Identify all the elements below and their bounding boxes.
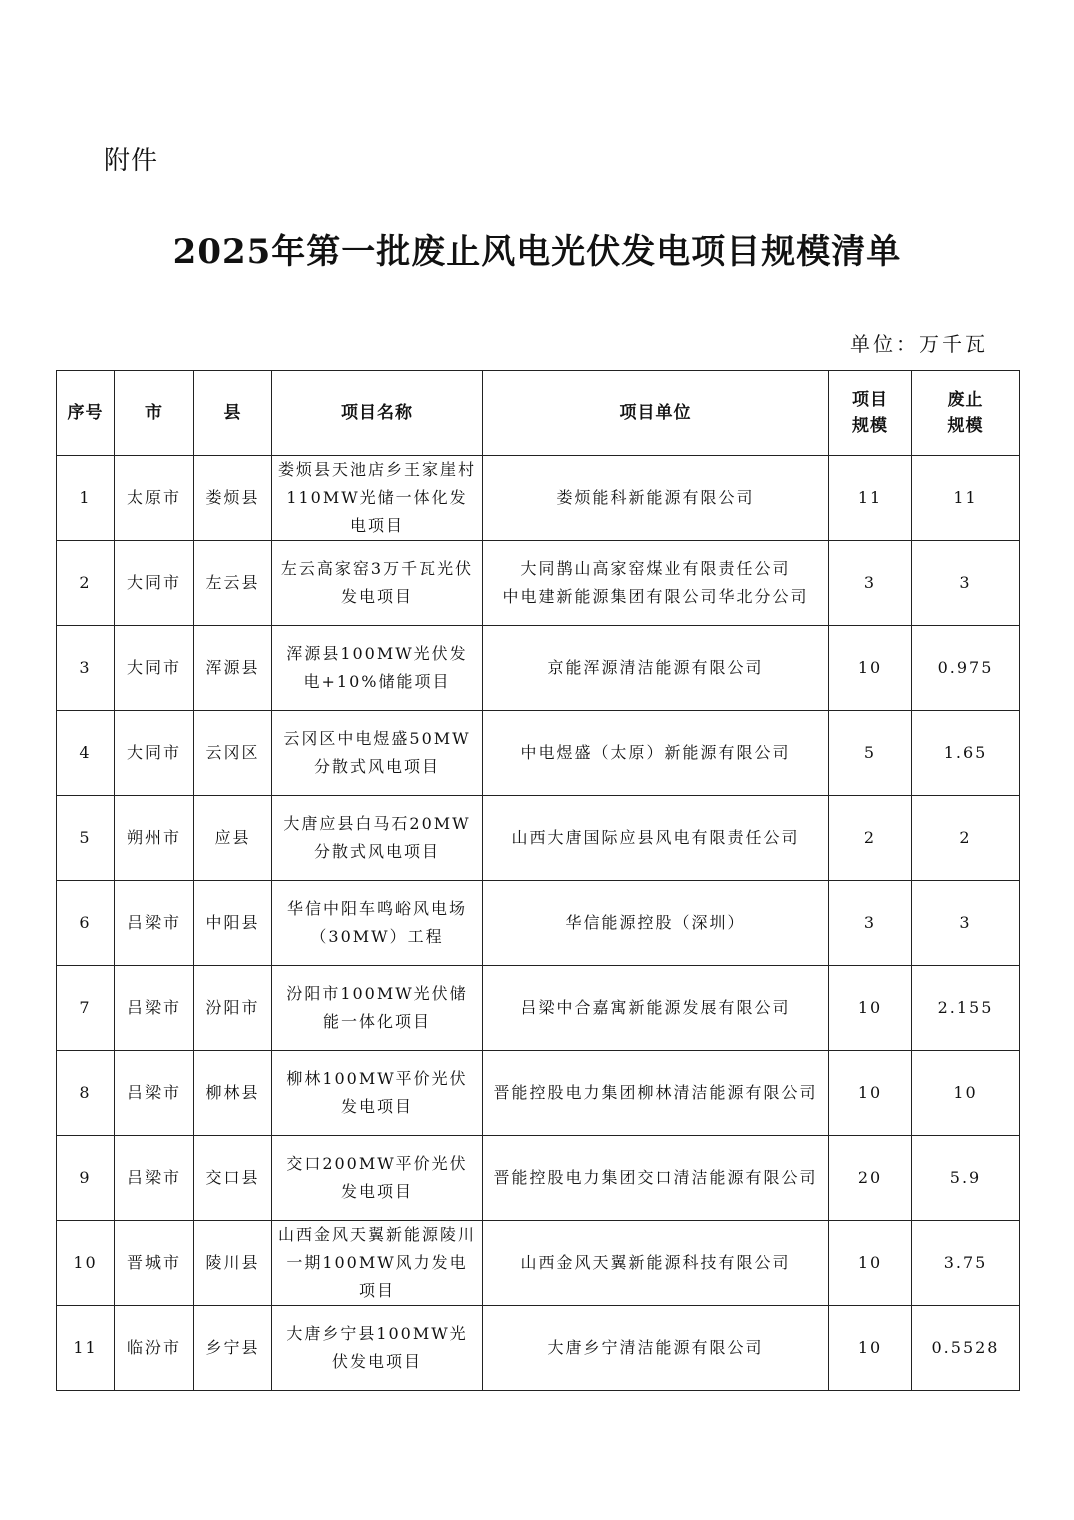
cell-county: 汾阳市 <box>194 966 272 1051</box>
cell-project-scale: 3 <box>829 881 912 966</box>
cell-project-name: 柳林100MW平价光伏发电项目 <box>272 1051 483 1136</box>
cell-city: 晋城市 <box>115 1221 194 1306</box>
cell-project-unit: 京能浑源清洁能源有限公司 <box>483 626 829 711</box>
cell-abolished-scale: 2 <box>912 796 1020 881</box>
cell-index: 7 <box>57 966 115 1051</box>
table-row <box>57 796 1020 881</box>
cell-index: 11 <box>57 1306 115 1391</box>
cell-abolished-scale: 1.65 <box>912 711 1020 796</box>
cell-project-name: 交口200MW平价光伏发电项目 <box>272 1136 483 1221</box>
cell-city: 吕梁市 <box>115 1136 194 1221</box>
cell-city: 吕梁市 <box>115 1051 194 1136</box>
cell-project-unit: 山西大唐国际应县风电有限责任公司 <box>483 796 829 881</box>
cell-project-name: 大唐乡宁县100MW光伏发电项目 <box>272 1306 483 1391</box>
cell-county: 乡宁县 <box>194 1306 272 1391</box>
cell-project-scale: 11 <box>829 456 912 541</box>
cell-city: 吕梁市 <box>115 966 194 1051</box>
document-title: 2025年第一批废止风电光伏发电项目规模清单 <box>172 232 902 272</box>
cell-project-scale: 5 <box>829 711 912 796</box>
cell-index: 10 <box>57 1221 115 1306</box>
cell-project-name: 左云高家窑3万千瓦光伏发电项目 <box>272 541 483 626</box>
cell-city: 朔州市 <box>115 796 194 881</box>
header-county: 县 <box>194 371 272 456</box>
cell-project-unit: 大同鹊山高家窑煤业有限责任公司 中电建新能源集团有限公司华北分公司 <box>483 541 829 626</box>
cell-project-unit: 晋能控股电力集团交口清洁能源有限公司 <box>483 1136 829 1221</box>
cell-city: 大同市 <box>115 541 194 626</box>
cell-project-scale: 2 <box>829 796 912 881</box>
cell-abolished-scale: 0.975 <box>912 626 1020 711</box>
cell-index: 1 <box>57 456 115 541</box>
cell-project-unit: 晋能控股电力集团柳林清洁能源有限公司 <box>483 1051 829 1136</box>
cell-project-scale: 10 <box>829 966 912 1051</box>
cell-county: 左云县 <box>194 541 272 626</box>
cell-city: 大同市 <box>115 711 194 796</box>
cell-project-unit: 大唐乡宁清洁能源有限公司 <box>483 1306 829 1391</box>
unit-note: 单位：万千瓦 <box>850 332 988 356</box>
cell-project-name: 汾阳市100MW光伏储能一体化项目 <box>272 966 483 1051</box>
attachment-label: 附件 <box>104 146 159 176</box>
cell-abolished-scale: 3 <box>912 881 1020 966</box>
table-row <box>57 456 1020 541</box>
cell-project-unit: 华信能源控股（深圳） <box>483 881 829 966</box>
table-row <box>57 1136 1020 1221</box>
cell-project-unit: 山西金风天翼新能源科技有限公司 <box>483 1221 829 1306</box>
cell-abolished-scale: 2.155 <box>912 966 1020 1051</box>
table-row <box>57 541 1020 626</box>
header-city: 市 <box>115 371 194 456</box>
header-project-unit: 项目单位 <box>483 371 829 456</box>
cell-city: 太原市 <box>115 456 194 541</box>
cell-project-unit: 中电煜盛（太原）新能源有限公司 <box>483 711 829 796</box>
table-header-row <box>57 371 1020 456</box>
cell-project-scale: 20 <box>829 1136 912 1221</box>
cell-city: 大同市 <box>115 626 194 711</box>
cell-project-name: 华信中阳车鸣峪风电场（30MW）工程 <box>272 881 483 966</box>
cell-index: 6 <box>57 881 115 966</box>
cell-index: 5 <box>57 796 115 881</box>
cell-abolished-scale: 3 <box>912 541 1020 626</box>
cell-index: 3 <box>57 626 115 711</box>
cell-index: 8 <box>57 1051 115 1136</box>
cell-county: 中阳县 <box>194 881 272 966</box>
cell-county: 柳林县 <box>194 1051 272 1136</box>
cell-abolished-scale: 10 <box>912 1051 1020 1136</box>
project-table <box>56 370 1020 1391</box>
table-row <box>57 1306 1020 1391</box>
header-index: 序号 <box>57 371 115 456</box>
cell-abolished-scale: 11 <box>912 456 1020 541</box>
cell-county: 浑源县 <box>194 626 272 711</box>
cell-county: 陵川县 <box>194 1221 272 1306</box>
cell-county: 云冈区 <box>194 711 272 796</box>
cell-project-scale: 10 <box>829 626 912 711</box>
header-abolished-scale: 废止规模 <box>912 371 1020 456</box>
table-row <box>57 711 1020 796</box>
cell-project-scale: 10 <box>829 1051 912 1136</box>
table-row <box>57 1051 1020 1136</box>
cell-project-name: 云冈区中电煜盛50MW分散式风电项目 <box>272 711 483 796</box>
header-project-name: 项目名称 <box>272 371 483 456</box>
cell-project-name: 娄烦县天池店乡王家崖村110MW光储一体化发电项目 <box>272 456 483 541</box>
cell-project-scale: 10 <box>829 1306 912 1391</box>
cell-abolished-scale: 3.75 <box>912 1221 1020 1306</box>
cell-city: 临汾市 <box>115 1306 194 1391</box>
cell-index: 9 <box>57 1136 115 1221</box>
cell-county: 交口县 <box>194 1136 272 1221</box>
table-row <box>57 966 1020 1051</box>
cell-project-unit: 娄烦能科新能源有限公司 <box>483 456 829 541</box>
cell-index: 4 <box>57 711 115 796</box>
cell-city: 吕梁市 <box>115 881 194 966</box>
cell-project-name: 浑源县100MW光伏发电+10%储能项目 <box>272 626 483 711</box>
cell-project-name: 山西金风天翼新能源陵川一期100MW风力发电项目 <box>272 1221 483 1306</box>
cell-county: 娄烦县 <box>194 456 272 541</box>
cell-project-scale: 10 <box>829 1221 912 1306</box>
table-row <box>57 1221 1020 1306</box>
cell-project-name: 大唐应县白马石20MW分散式风电项目 <box>272 796 483 881</box>
cell-abolished-scale: 5.9 <box>912 1136 1020 1221</box>
header-project-scale: 项目规模 <box>829 371 912 456</box>
cell-index: 2 <box>57 541 115 626</box>
cell-abolished-scale: 0.5528 <box>912 1306 1020 1391</box>
cell-county: 应县 <box>194 796 272 881</box>
table-row <box>57 626 1020 711</box>
cell-project-scale: 3 <box>829 541 912 626</box>
table-row <box>57 881 1020 966</box>
cell-project-unit: 吕梁中合嘉寓新能源发展有限公司 <box>483 966 829 1051</box>
